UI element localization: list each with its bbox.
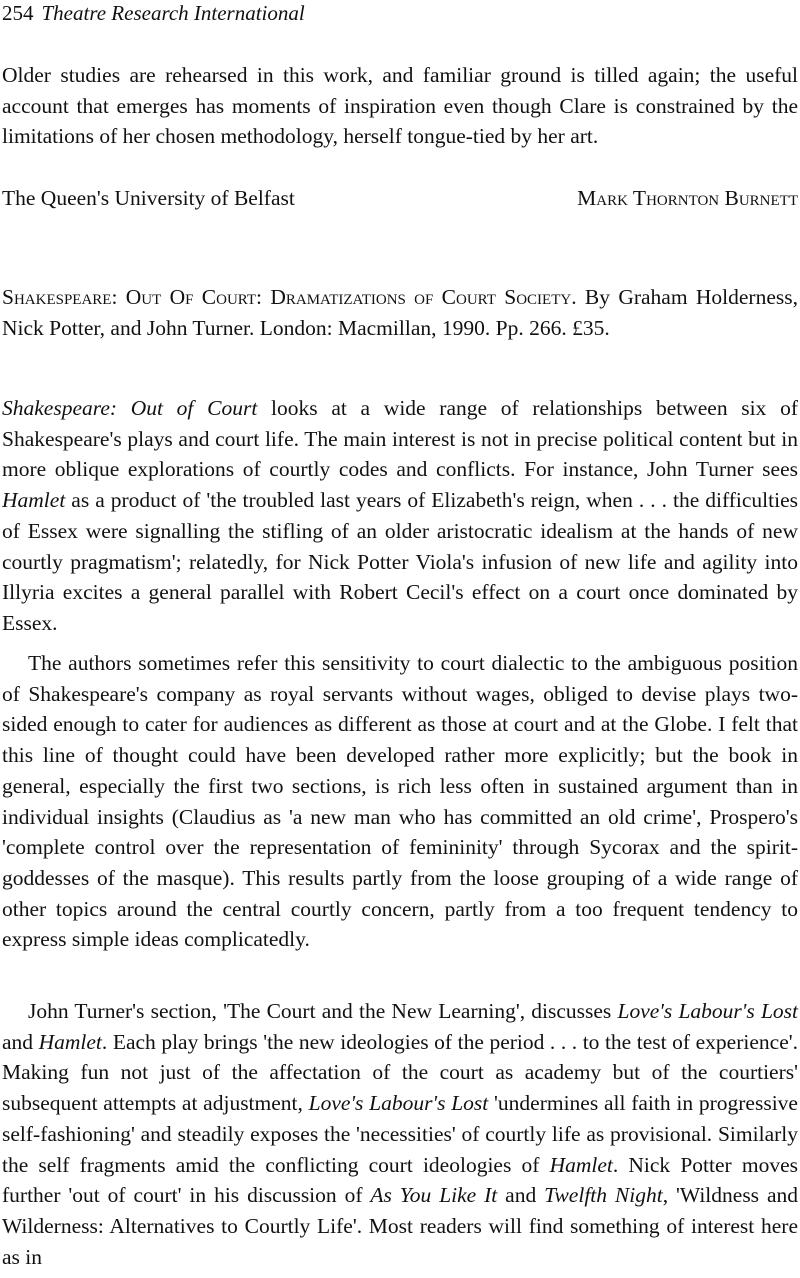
reviewer-signature: [2, 183, 798, 213]
book-title: Shakespeare: Out Of Court: Dramatizations of Court Society.: [2, 285, 577, 309]
review-paragraph-2: The authors sometimes refer this sensitivity to court dialectic to the ambiguous position of Shakespeare's company as royal servants without wages, obliged to devise plays two-sided enough to cater for audiences as different as those at court and at the Globe. I felt that this line of thought could have been developed rather more explicitly; but the book in general, especially the first two sections, is rich less often in sustained argument than in individual insights (Claudius as 'a new man who has committed an old crime', Prospero's 'complete control over the representation of femininity' through Sycorax and the spirit-goddesses of the masque). This results partly from the loose grouping of a wide range of other topics around the central courtly concern, partly from a too frequent tendency to express simple ideas complicatedly.: [2, 651, 798, 952]
review-paragraph-3: John Turner's section, 'The Court and the New Learning', discusses Love's Labour's Lost and Hamlet. Each play brings 'the new ideologies of the period . . . to the test of experience'. Making fun not just of the affectation of the court as academy but of the courtiers' subsequent attempts at adjustment, Love's Labour's Lost 'undermines all faith in progressive self-fashioning' and steadily exposes the 'necessities' of courtly life as provisional. Similarly the self fragments amid the conflicting court ideologies of Hamlet. Nick Potter moves further 'out of court' in his discussion of As You Like It and Twelfth Night, 'Wildness and Wilderness: Alternatives to Courtly Life'. Most readers will find something of interest here as in: [2, 999, 798, 1269]
running-header: [2, 0, 305, 26]
italic-play-title: Hamlet: [38, 1029, 102, 1054]
book-citation: [2, 282, 798, 343]
intro-paragraph: Older studies are rehearsed in this work, and familiar ground is tilled again; the useful account that emerges has moments of inspiration even though Clare is constrained by the limitations of her chosen methodology, herself tongue-tied by her art.: [2, 63, 798, 149]
review-paragraph-1: Shakespeare: Out of Court looks at a wide range of relationships between six of Shakespeare's plays and court life. The main interest is not in precise political content but in more oblique explorations of courtly codes and conflicts. For instance, John Turner sees Hamlet as a product of 'the troubled last years of Elizabeth's reign, when . . . the difficulties of Essex were signalling the stifling of an older aristocratic idealism at the hands of new courtly pragmatism'; relatedly, for Nick Potter Viola's infusion of new life and agility into Illyria excites a general parallel with Robert Cecil's effect on a court once dominated by Essex.: [2, 396, 799, 635]
italic-play-title: Hamlet: [2, 488, 66, 513]
page-number: 254: [2, 1, 34, 25]
italic-play-title: Twelfth Night: [544, 1183, 663, 1208]
italic-play-title: As You Like It: [370, 1183, 498, 1208]
institution: The Queen's University of Belfast: [2, 186, 295, 210]
italic-play-title: Love's Labour's Lost: [617, 999, 798, 1023]
italic-play-title: Hamlet: [549, 1152, 613, 1177]
italic-book-title: Shakespeare: Out of Court: [2, 396, 258, 420]
reviewer-name: Mark Thornton Burnett: [577, 186, 798, 210]
journal-title: Theatre Research International: [41, 1, 305, 25]
italic-play-title: Love's Labour's Lost: [308, 1091, 489, 1116]
book-details: By Graham Holderness, Nick Potter, and John Turner. London: Macmillan, 1990. Pp. 266. £35.: [2, 285, 798, 340]
